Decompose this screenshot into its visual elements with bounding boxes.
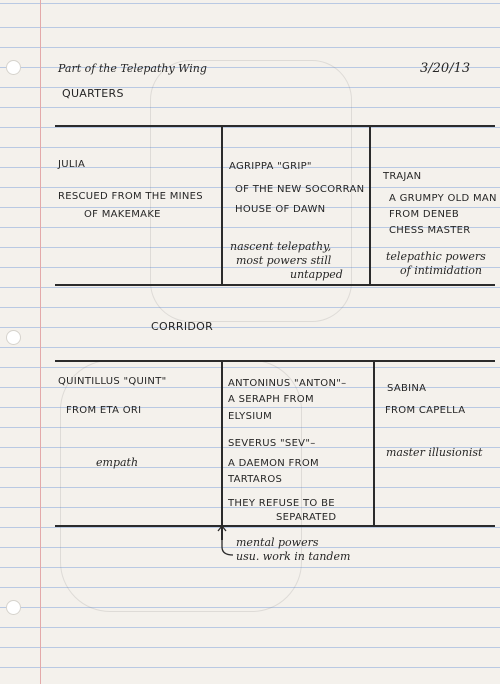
room-agrippa-line: HOUSE OF DAWN bbox=[235, 204, 326, 215]
room-agrippa-name: AGRIPPA "GRIP" bbox=[229, 161, 312, 172]
page-title: Part of the Telepathy Wing bbox=[58, 62, 207, 75]
column-divider bbox=[373, 362, 375, 525]
room-anton-line: A SERAPH FROM bbox=[228, 394, 314, 405]
tandem-note: mental powers bbox=[236, 536, 319, 549]
room-agrippa-note: untapped bbox=[290, 268, 343, 281]
room-julia-line: RESCUED FROM THE MINES bbox=[58, 191, 203, 202]
room-anton-sev-note: THEY REFUSE TO BE bbox=[228, 498, 335, 509]
table-bottom-border bbox=[55, 525, 495, 527]
room-agrippa-note: nascent telepathy, bbox=[230, 240, 332, 253]
room-trajan-note: telepathic powers bbox=[386, 250, 486, 263]
column-divider bbox=[221, 127, 223, 284]
room-sabina-line: FROM CAPELLA bbox=[385, 405, 466, 416]
tandem-note: usu. work in tandem bbox=[236, 550, 351, 563]
page-date: 3/20/13 bbox=[420, 61, 471, 76]
section-quarters: QUARTERS bbox=[62, 87, 124, 100]
binder-hole bbox=[6, 330, 21, 345]
margin-line bbox=[40, 0, 41, 684]
room-trajan-line: A GRUMPY OLD MAN bbox=[389, 193, 497, 204]
column-divider bbox=[221, 362, 223, 540]
room-anton-line: ELYSIUM bbox=[228, 411, 273, 422]
table-bottom-border bbox=[55, 284, 495, 286]
room-quint-note: empath bbox=[96, 456, 139, 469]
room-agrippa-line: OF THE NEW SOCORRAN bbox=[235, 184, 365, 195]
room-sev-name: SEVERUS "SEV"– bbox=[228, 438, 316, 449]
corridor-label: CORRIDOR bbox=[151, 320, 214, 333]
room-anton-sev-note: SEPARATED bbox=[276, 512, 337, 523]
binder-hole bbox=[6, 60, 21, 75]
room-julia-line: OF MAKEMAKE bbox=[84, 209, 161, 220]
room-sev-line: TARTAROS bbox=[228, 474, 283, 485]
room-sabina-note: master illusionist bbox=[386, 446, 483, 459]
column-divider bbox=[369, 127, 371, 284]
room-quint-name: QUINTILLUS "QUINT" bbox=[58, 376, 167, 387]
room-sev-line: A DAEMON FROM bbox=[228, 458, 319, 469]
room-trajan-line: FROM DENEB bbox=[389, 209, 460, 220]
room-anton-name: ANTONINUS "ANTON"– bbox=[228, 378, 347, 389]
room-trajan-line: CHESS MASTER bbox=[389, 225, 471, 236]
room-trajan-note: of intimidation bbox=[400, 264, 482, 277]
table-top-border bbox=[55, 360, 495, 362]
room-sabina-name: SABINA bbox=[387, 383, 427, 394]
binder-hole bbox=[6, 600, 21, 615]
room-julia-name: JULIA bbox=[58, 159, 86, 170]
room-trajan-name: TRAJAN bbox=[383, 171, 422, 182]
room-quint-line: FROM ETA ORI bbox=[66, 405, 142, 416]
table-top-border bbox=[55, 125, 495, 127]
room-agrippa-note: most powers still bbox=[236, 254, 332, 267]
